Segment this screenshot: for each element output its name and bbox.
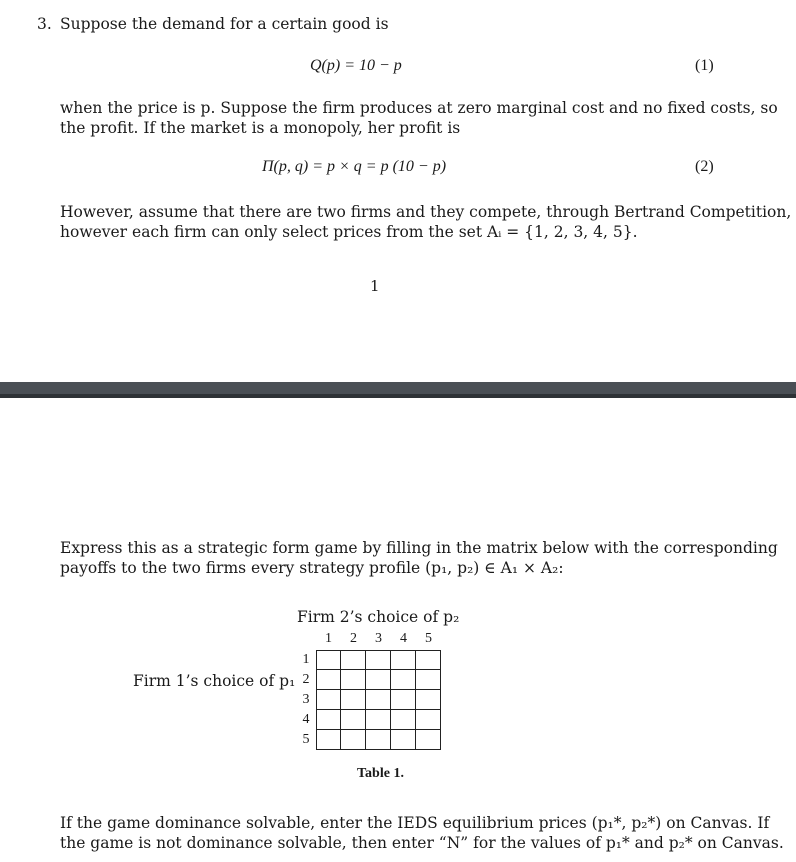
page-divider [0, 382, 796, 398]
payoff-cell[interactable] [391, 650, 416, 670]
payoff-cell[interactable] [341, 710, 366, 730]
payoff-cell[interactable] [341, 730, 366, 750]
equation-2-number: (2) [695, 158, 714, 175]
payoff-cell[interactable] [366, 650, 391, 670]
column-label: 3 [375, 631, 382, 646]
paragraph-line: when the price is p. Suppose the firm produces at zero marginal cost and no fixed costs, so [60, 99, 778, 117]
row-label: 3 [302, 692, 310, 707]
payoff-cell[interactable] [391, 690, 416, 710]
payoff-cell[interactable] [416, 690, 441, 710]
column-label: 4 [400, 631, 407, 646]
payoff-cell[interactable] [416, 650, 441, 670]
paragraph-line: the profit. If the market is a monopoly, her profit is [60, 119, 461, 137]
equation-1-number: (1) [695, 57, 714, 74]
row-label: 2 [302, 672, 310, 687]
firm1-label: Firm 1’s choice of p₁ [133, 672, 296, 690]
payoff-cell[interactable] [316, 670, 341, 690]
payoff-cell[interactable] [366, 690, 391, 710]
payoff-cell[interactable] [341, 670, 366, 690]
column-label: 1 [325, 631, 332, 646]
equation-2: Π(p, q) = p × q = p (10 − p) [262, 158, 447, 175]
problem-intro: Suppose the demand for a certain good is [60, 15, 389, 33]
paragraph-line: If the game dominance solvable, enter the IEDS equilibrium prices (p₁*, p₂*) on Canvas. If [60, 814, 770, 832]
payoff-cell[interactable] [391, 730, 416, 750]
payoff-cell[interactable] [416, 670, 441, 690]
payoff-cell[interactable] [416, 730, 441, 750]
payoff-cell[interactable] [316, 690, 341, 710]
payoff-matrix[interactable] [316, 650, 441, 750]
page-number: 1 [370, 277, 380, 295]
paragraph-line: Express this as a strategic form game by filling in the matrix below with the corresponding [60, 539, 778, 557]
payoff-cell[interactable] [391, 670, 416, 690]
firm2-label: Firm 2’s choice of p₂ [297, 608, 460, 626]
payoff-cell[interactable] [316, 730, 341, 750]
paragraph-line: however each firm can only select prices from the set Aᵢ = {1, 2, 3, 4, 5}. [60, 223, 638, 241]
column-label: 2 [350, 631, 357, 646]
payoff-cell[interactable] [316, 710, 341, 730]
payoff-cell[interactable] [366, 730, 391, 750]
row-label: 4 [302, 712, 310, 727]
payoff-cell[interactable] [366, 710, 391, 730]
payoff-cell[interactable] [366, 670, 391, 690]
paragraph-line: However, assume that there are two firms and they compete, through Bertrand Competition, [60, 203, 792, 221]
paragraph-line: payoffs to the two firms every strategy profile (p₁, p₂) ∈ A₁ × A₂: [60, 559, 564, 577]
payoff-cell[interactable] [316, 650, 341, 670]
paragraph-line: the game is not dominance solvable, then enter “N” for the values of p₁* and p₂* on Canvas. [60, 834, 784, 852]
equation-1: Q(p) = 10 − p [310, 57, 402, 74]
payoff-cell[interactable] [391, 710, 416, 730]
row-label: 5 [302, 732, 310, 747]
table-caption: Table 1. [357, 766, 404, 781]
row-label: 1 [302, 652, 310, 667]
payoff-cell[interactable] [341, 650, 366, 670]
column-label: 5 [425, 631, 432, 646]
payoff-cell[interactable] [341, 690, 366, 710]
problem-number: 3. [37, 15, 52, 33]
payoff-cell[interactable] [416, 710, 441, 730]
